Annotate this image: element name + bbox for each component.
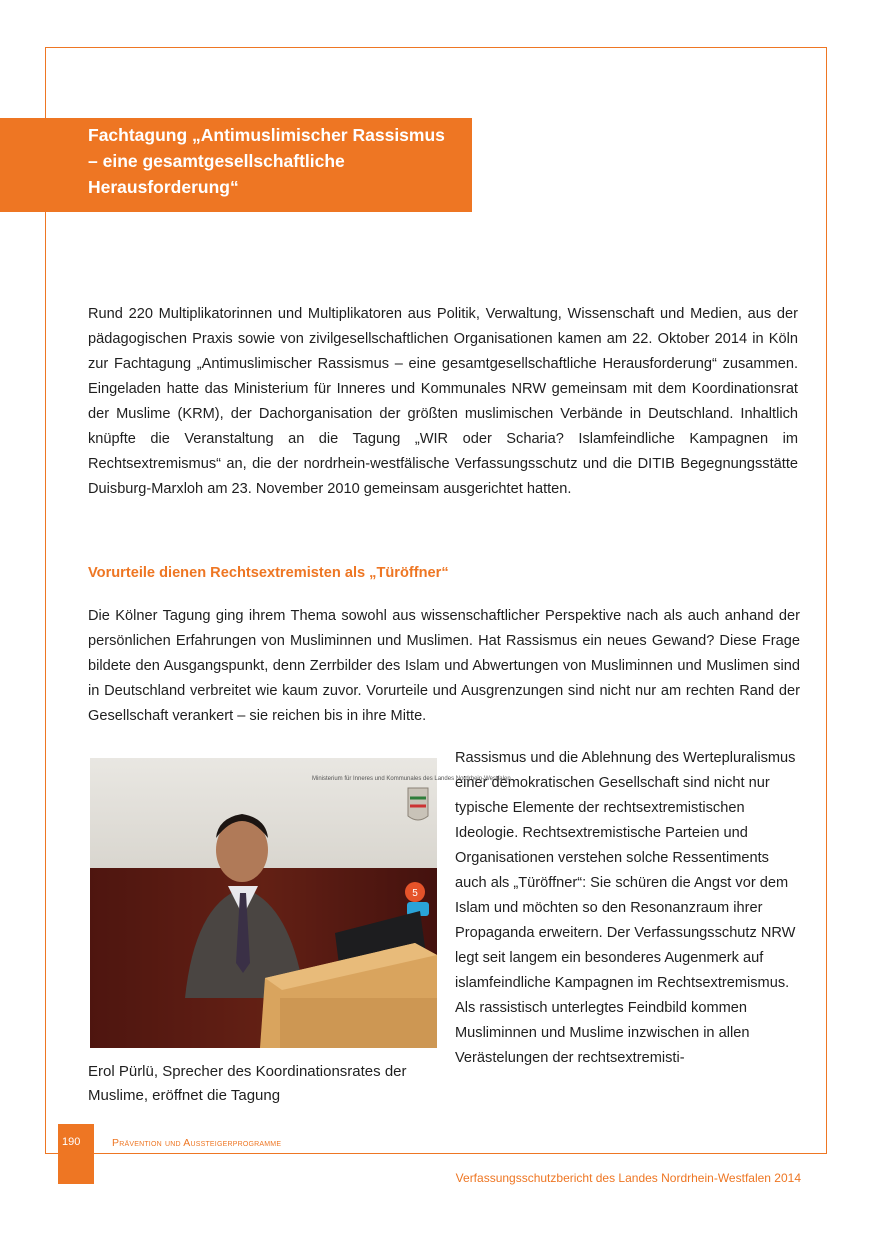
- page-title: Fachtagung „Antimuslimischer Rassismus – eine gesamtgesellschaftliche Herausforderung“: [88, 125, 445, 197]
- body-paragraph: Die Kölner Tagung ging ihrem Thema sowohl aus wissenschaftlicher Perspektive nach als auch anhand der persönlichen Erfahrungen von Musliminnen und Muslimen. Hat Rassismus ein neues Gewand? Diese Frage bildete den Ausgangspunkt, denn Zerrbilder des Islam und Abwertungen von Musliminnen und Muslimen sind in Deutschland verbreitet wie kaum zuvor. Vorurteile und Ausgrenzungen sind nicht nur am rechten Rand der Gesellschaft verankert – sie reichen bis in ihre Mitte.: [88, 608, 800, 724]
- coat-of-arms-icon: [408, 788, 428, 820]
- svg-text:5: 5: [412, 888, 418, 899]
- title-band: [0, 118, 472, 212]
- section-name: Prävention und Aussteigerprogramme: [112, 1137, 282, 1149]
- speaker-photo: [90, 758, 511, 1048]
- page-number: 190: [62, 1136, 81, 1148]
- intro-paragraph: Rund 220 Multiplikatorinnen und Multiplikatoren aus Politik, Verwaltung, Wissenschaft und Medien, aus der pädagogischen Praxis sowie von zivilgesellschaftlichen Organisationen kamen am 22. Oktober 2014 in Köln zur Fachtagung „Antimuslimischer Rassismus – eine gesamtgesellschaftliche Herausforderung“ zusammen. Eingeladen hatte das Ministerium für Inneres und Kommunales NRW gemeinsam mit dem Koordinationsrat der Muslime (KRM), der Dachorganisation der größten muslimischen Verbände in Deutschland. Inhaltlich knüpfte die Veranstaltung an die Tagung „WIR oder Scharia? Islamfeindliche Kampagnen im Rechtsextremismus“ an, die der nordrhein-westfälische Verfassungsschutz und die DITIB Begegnungsstätte Duisburg-Marxloh am 23. November 2010 gemeinsam ausgerichtet hatten.: [88, 306, 798, 497]
- section-subheading: Vorurteile dienen Rechtsextremisten als „Türöffner“: [88, 565, 449, 581]
- page-number-tab: [58, 1124, 94, 1184]
- photo-caption: Erol Pürlü, Sprecher des Koordinationsrates der Muslime, eröffnet die Tagung: [88, 1063, 407, 1104]
- report-title: Verfassungsschutzbericht des Landes Nordrhein-Westfalen 2014: [455, 1171, 801, 1185]
- slide-text: Ministerium für Inneres und Kommunales des Landes Nordrhein-Westfalen: [312, 776, 511, 782]
- right-column-text: Rassismus und die Ablehnung des Wertepluralismus einer demokratischen Gesellschaft sind nicht nur typische Elemente der rechtsextremistischen Ideologie. Rechtsextremistische Parteien und Organisationen verstehen solche Ressentiments auch als „Türöffner“: Sie schüren die Angst vor dem Islam und möchten so den Resonanzraum ihrer Propaganda erweitern. Der Verfassungsschutz NRW legt seit langem ein besonderes Augenmerk auf islamfeindliche Kampagnen im Rechtsextremismus. Als rassistisch unterlegtes Feindbild kommen Musliminnen und Muslime inzwischen in allen Verästelungen der rechtsextremisti-: [455, 750, 796, 1066]
